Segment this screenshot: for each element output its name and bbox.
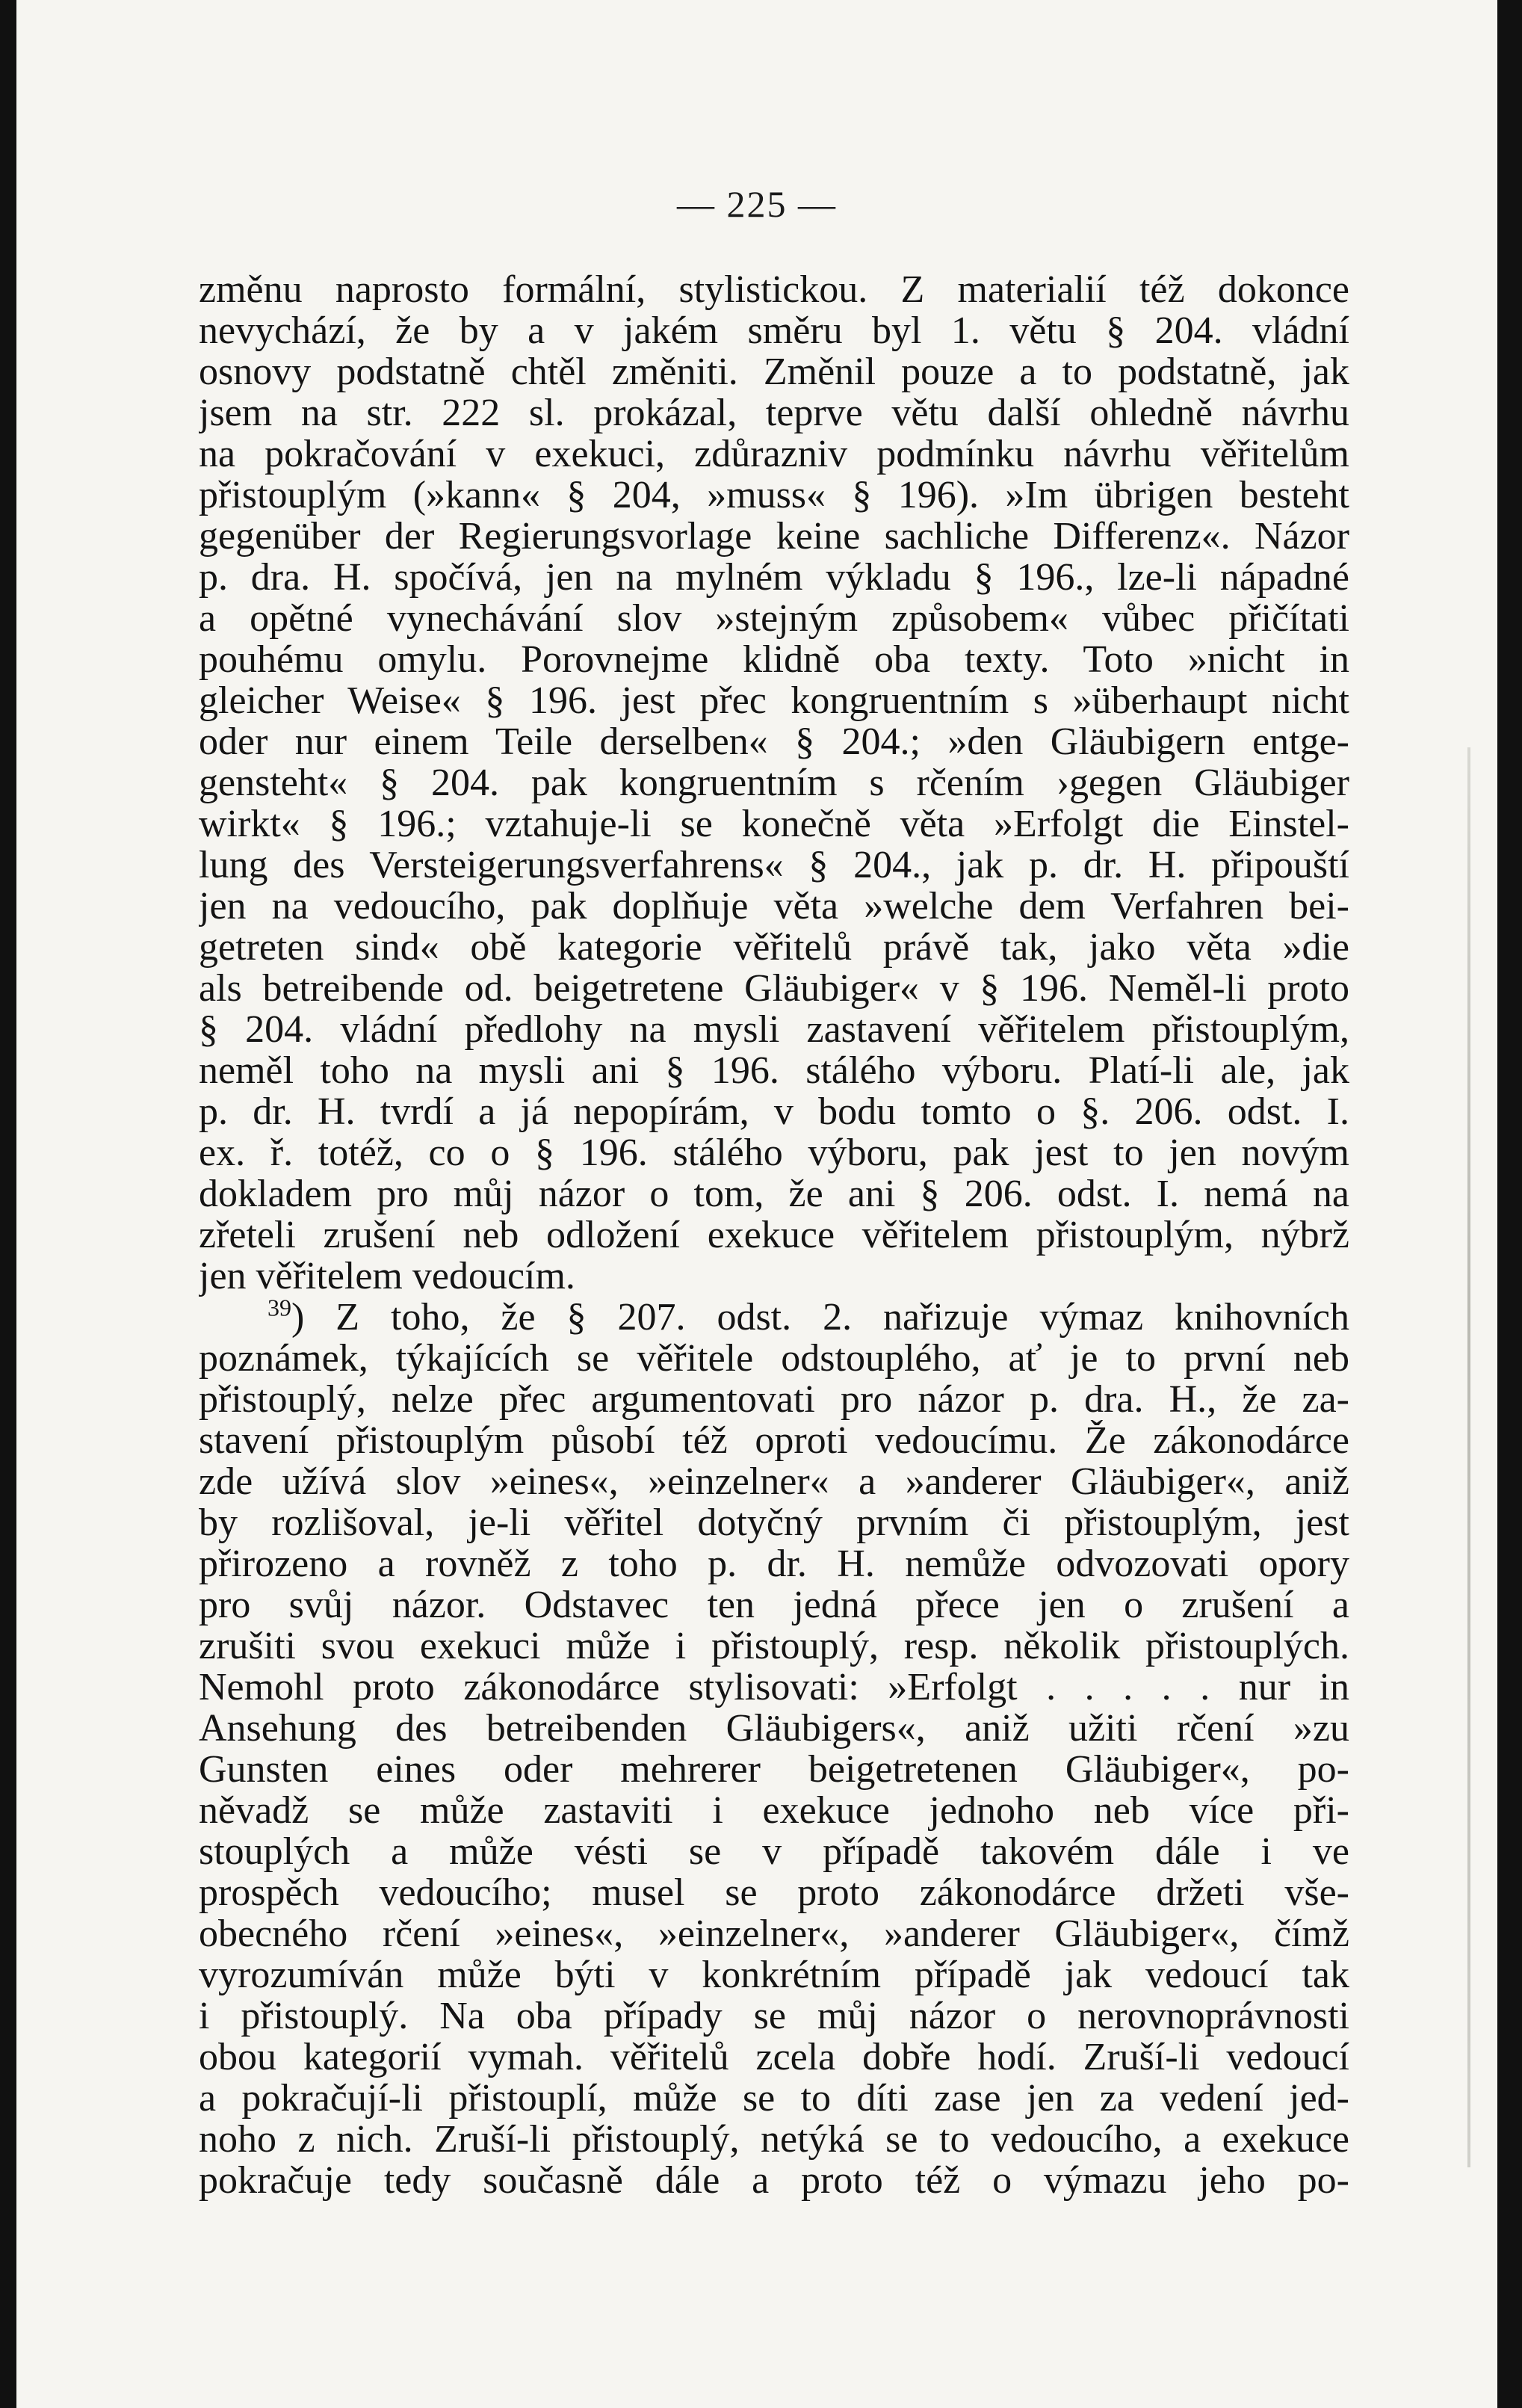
text-line: i přistouplý. Na oba případy se můj názor o nerovnoprávnosti: [199, 1995, 1349, 2037]
text-line: stouplých a může vésti se v případě takovém dále i ve: [199, 1831, 1349, 1872]
text-line: pro svůj názor. Odstavec ten jedná přece jen o zrušení a: [199, 1584, 1349, 1626]
text-line: pouhému omylu. Porovnejme klidně oba texty. Toto »nicht in: [199, 639, 1349, 680]
text-line: jsem na str. 222 sl. prokázal, teprve větu další ohledně návrhu: [199, 392, 1349, 433]
text-line: a opětné vynechávání slov »stejným způsobem« vůbec přičítati: [199, 598, 1349, 639]
text-line: zrušiti svou exekuci může i přistouplý, resp. několik přistouplých.: [199, 1626, 1349, 1667]
text-line: změnu naprosto formální, stylistickou. Z materialií též dokonce: [199, 269, 1349, 310]
paragraph-1: [199, 269, 1349, 1297]
text-line: zde užívá slov »eines«, »einzelner« a »anderer Gläubiger«, aniž: [199, 1461, 1349, 1502]
text-line: obecného rčení »eines«, »einzelner«, »anderer Gläubiger«, čímž: [199, 1913, 1349, 1954]
text-line: přistouplý, nelze přec argumentovati pro názor p. dra. H., že za-: [199, 1379, 1349, 1420]
text-line: als betreibende od. beigetretene Gläubiger« v § 196. Neměl-li proto: [199, 968, 1349, 1009]
text-line: jen na vedoucího, pak doplňuje věta »welche dem Verfahren bei-: [199, 886, 1349, 927]
text-line: neměl toho na mysli ani § 196. stálého výboru. Platí-li ale, jak: [199, 1050, 1349, 1091]
text-line: a pokračují-li přistouplí, může se to díti zase jen za vedení jed-: [199, 2078, 1349, 2119]
text-line: osnovy podstatně chtěl změniti. Změnil pouze a to podstatně, jak: [199, 351, 1349, 392]
text-line: oder nur einem Teile derselben« § 204.; »den Gläubigern entge-: [199, 721, 1349, 762]
text-line: $^{39}$) Z toho, že § 207. odst. 2. nařizuje výmaz knihovních: [199, 1297, 1349, 1338]
text-line: gensteht« § 204. pak kongruentním s rčením ›gegen Gläubiger: [199, 762, 1349, 803]
text-line: lung des Versteigerungsverfahrens« § 204., jak p. dr. H. připouští: [199, 845, 1349, 886]
body-text: [199, 269, 1349, 2201]
text-line: noho z nich. Zruší-li přistouplý, netýká se to vedoucího, a exekuce: [199, 2119, 1349, 2160]
text-line: něvadž se může zastaviti i exekuce jednoho neb více při-: [199, 1790, 1349, 1831]
text-line: gegenüber der Regierungsvorlage keine sachliche Differenz«. Názor: [199, 516, 1349, 557]
text-line: § 204. vládní předlohy na mysli zastavení věřitelem přistouplým,: [199, 1009, 1349, 1050]
text-line: na pokračování v exekuci, zdůrazniv podmínku návrhu věřitelům: [199, 433, 1349, 475]
footnote-number: 39: [267, 1297, 291, 1321]
text-line: wirkt« § 196.; vztahuje-li se konečně věta »Erfolgt die Einstel-: [199, 803, 1349, 845]
text-line: zřeteli zrušení neb odložení exekuce věřitelem přistouplým, nýbrž: [199, 1214, 1349, 1256]
text-line: nevychází, že by a v jakém směru byl 1. větu § 204. vládní: [199, 310, 1349, 351]
text-line: Ansehung des betreibenden Gläubigers«, aniž užiti rčení »zu: [199, 1708, 1349, 1749]
text-line: jen věřitelem vedoucím.: [199, 1256, 575, 1297]
text-line: ex. ř. totéž, co o § 196. stálého výboru, pak jest to jen novým: [199, 1132, 1349, 1173]
paragraph-2: [199, 1297, 1349, 2201]
text-line: prospěch vedoucího; musel se proto zákonodárce držeti vše-: [199, 1872, 1349, 1913]
text-line: poznámek, týkajících se věřitele odstouplého, ať je to první neb: [199, 1338, 1349, 1379]
text-line: stavení přistouplým působí též oproti vedoucímu. Že zákonodárce: [199, 1420, 1349, 1461]
text-line: Gunsten eines oder mehrerer beigetretenen Gläubiger«, po-: [199, 1749, 1349, 1790]
text-line: obou kategorií vymah. věřitelů zcela dobře hodí. Zruší-li vedoucí: [199, 2037, 1349, 2078]
scan-right-edge: [1497, 0, 1522, 2408]
text-line: přirozeno a rovněž z toho p. dr. H. nemůže odvozovati opory: [199, 1543, 1349, 1584]
text-line: p. dra. H. spočívá, jen na mylném výkladu § 196., lze-li nápadné: [199, 557, 1349, 598]
text-line: Nemohl proto zákonodárce stylisovati: »Erfolgt . . . . . nur in: [199, 1667, 1349, 1708]
text-line: pokračuje tedy současně dále a proto též o výmazu jeho po-: [199, 2160, 1349, 2201]
text-line: přistouplým (»kann« § 204, »muss« § 196). »Im übrigen besteht: [199, 475, 1349, 516]
text-line: by rozlišoval, je-li věřitel dotyčný prvním či přistouplým, jest: [199, 1502, 1349, 1543]
text-line: gleicher Weise« § 196. jest přec kongruentním s »überhaupt nicht: [199, 680, 1349, 721]
book-page: [16, 0, 1497, 2408]
scan-left-edge: [0, 0, 16, 2408]
text-line: getreten sind« obě kategorie věřitelů právě tak, jako věta »die: [199, 927, 1349, 968]
text-line: dokladem pro můj názor o tom, že ani § 206. odst. I. nemá na: [199, 1173, 1349, 1214]
text-line: p. dr. H. tvrdí a já nepopírám, v bodu tomto o §. 206. odst. I.: [199, 1091, 1349, 1132]
page-number: — 225 —: [677, 183, 837, 225]
text-line: vyrozumíván může býti v konkrétním případě jak vedoucí tak: [199, 1954, 1349, 1995]
